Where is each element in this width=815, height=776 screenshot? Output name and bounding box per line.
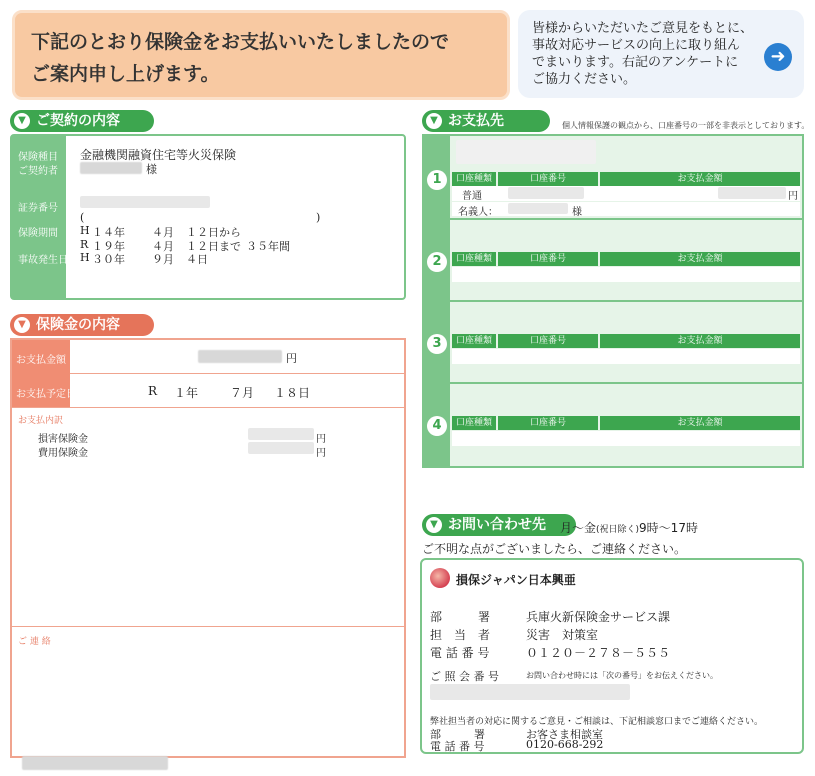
holder-suffix: 様	[572, 207, 582, 218]
label-accident: 事故発生日	[18, 255, 68, 266]
accident-era: H	[80, 251, 90, 264]
col-amount: お支払金額	[600, 252, 800, 266]
period-to-year: １９年	[92, 240, 125, 253]
period-to-month: ４月	[152, 240, 174, 253]
col-number: 口座番号	[498, 416, 598, 430]
holder-suffix: 様	[146, 163, 157, 176]
item-yen: 円	[316, 434, 326, 445]
label-kind: 保険種目	[18, 152, 58, 163]
dept-value: 兵庫火新保険金サービス課	[526, 610, 671, 624]
holder-row	[452, 202, 800, 216]
item-name: 損害保険金	[38, 434, 88, 445]
dept-label: 部 署	[430, 610, 491, 624]
contract-title-text: ご契約の内容	[36, 113, 120, 129]
inquiry-title-text: お問い合わせ先	[448, 517, 546, 533]
col-type: 口座種類	[452, 252, 496, 266]
payment-block-3	[424, 302, 802, 384]
period-from-day: １２日から	[186, 226, 241, 239]
amount-redacted	[718, 187, 786, 199]
hours-note: (祝日除く)	[596, 525, 640, 535]
arrow-right-icon[interactable]: ➜	[764, 43, 792, 71]
staff-value: 災害 対策室	[526, 628, 599, 642]
hours-time: 9時～17時	[639, 521, 698, 535]
period-to-day: １２日まで	[186, 240, 241, 253]
payment-row	[452, 267, 800, 282]
divider	[12, 626, 404, 627]
privacy-note: 個人情報保護の観点から、口座番号の一部を非表示としております。	[562, 121, 810, 130]
survey-line: ご協力ください。	[532, 72, 637, 87]
amount-yen: 円	[286, 352, 297, 365]
accident-day: ４日	[186, 253, 208, 266]
holder-redacted	[508, 203, 568, 214]
consult-tel-value[interactable]: 0120-668-292	[526, 738, 604, 751]
block-number: 3	[427, 334, 447, 354]
payment-block-2	[424, 220, 802, 302]
company-logo-icon	[430, 568, 450, 588]
kind-value: 金融機関融資住宅等火災保険	[80, 148, 237, 162]
accident-year: ３０年	[92, 253, 125, 266]
headline-line2: ご案内申し上げます。	[31, 63, 220, 85]
account-type: 普通	[462, 191, 482, 202]
date-era: R	[148, 384, 158, 398]
label-amount: お支払金額	[16, 355, 66, 366]
insurance-box	[10, 338, 406, 758]
item-name: 費用保険金	[38, 448, 88, 459]
tel-value[interactable]: ０１２０－２７８－５５５	[526, 646, 671, 660]
col-amount: お支払金額	[600, 416, 800, 430]
date-row	[12, 373, 404, 408]
item-yen: 円	[316, 448, 326, 459]
period-from-month: ４月	[152, 226, 174, 239]
payment-row	[452, 431, 800, 446]
footer-redacted	[22, 756, 168, 770]
triangle-down-icon: ▼	[426, 113, 442, 129]
payment-title	[422, 110, 550, 132]
triangle-down-icon: ▼	[14, 113, 30, 129]
survey-line: でまいります。右記のアンケートに	[532, 55, 739, 70]
policy-paren-open: (	[80, 211, 85, 224]
col-type: 口座種類	[452, 334, 496, 348]
label-period: 保険期間	[18, 228, 58, 239]
inquiry-title	[422, 514, 576, 536]
account-redacted	[508, 187, 584, 199]
inquiry-box	[420, 558, 804, 754]
block-number: 2	[427, 252, 447, 272]
date-month: ７月	[230, 386, 255, 400]
period-span: ３５年間	[246, 240, 290, 253]
contract-title	[10, 110, 154, 132]
period-from-year: １４年	[92, 226, 125, 239]
col-type: 口座種類	[452, 416, 496, 430]
col-amount: お支払金額	[600, 334, 800, 348]
triangle-down-icon: ▼	[426, 517, 442, 533]
consult-dept-label: 部 署	[430, 728, 485, 741]
policy-redacted	[80, 196, 210, 208]
label-detail: お支払内訳	[18, 416, 64, 426]
ref-note: お問い合わせ時には「次の番号」をお伝えください。	[526, 671, 718, 680]
consult-dept-value: お客さま相談室	[526, 728, 603, 741]
period-from-era: H	[80, 224, 90, 237]
block-number: 1	[427, 170, 447, 190]
col-amount: お支払金額	[600, 172, 800, 186]
payment-block-4	[424, 384, 802, 466]
amount-row	[12, 340, 404, 374]
holder-label: 名義人：	[458, 207, 498, 218]
hours-days: 月～金	[560, 521, 597, 535]
date-day: １８日	[274, 386, 311, 400]
tel-label: 電 話 番 号	[430, 646, 490, 660]
col-type: 口座種類	[452, 172, 496, 186]
insurance-title	[10, 314, 154, 336]
col-number: 口座番号	[498, 172, 598, 186]
survey-line: 事故対応サービスの向上に取り組ん	[532, 38, 741, 53]
headline-banner	[12, 10, 510, 100]
policy-paren-close: )	[316, 211, 321, 224]
payment-block-1	[424, 136, 802, 220]
payment-title-text: お支払先	[448, 113, 504, 129]
payment-yen: 円	[788, 191, 798, 202]
accident-month: ９月	[152, 253, 174, 266]
label-holder: ご契約者	[18, 166, 58, 177]
survey-box[interactable]	[518, 10, 804, 98]
item-redacted	[248, 428, 314, 440]
headline-line1: 下記のとおり保険金をお支払いいたしましたので	[31, 31, 450, 53]
col-number: 口座番号	[498, 334, 598, 348]
label-date: お支払予定日	[16, 389, 76, 400]
block-number: 4	[427, 416, 447, 436]
ref-redacted	[430, 684, 630, 700]
company-name: 損保ジャパン日本興亜	[456, 573, 576, 587]
amount-redacted	[198, 350, 282, 363]
hours	[560, 519, 698, 536]
staff-label: 担 当 者	[430, 628, 491, 642]
holder-redacted	[80, 162, 142, 174]
date-year: １年	[174, 386, 199, 400]
consult-text: 弊社担当者の対応に関するご意見・ご相談は、下記相談窓口までご連絡ください。	[430, 717, 764, 727]
payment-box	[422, 134, 804, 468]
survey-line: 皆様からいただいたご意見をもとに、	[532, 21, 754, 36]
period-to-era: R	[80, 238, 89, 251]
consult-tel-label: 電 話 番 号	[430, 740, 485, 753]
item-redacted	[248, 442, 314, 454]
insurance-title-text: 保険金の内容	[36, 317, 120, 333]
bank-redacted	[456, 140, 596, 164]
ref-label: ご 照 会 番 号	[430, 670, 499, 683]
contract-box	[10, 134, 406, 300]
triangle-down-icon: ▼	[14, 317, 30, 333]
inquiry-message: ご不明な点がございましたら、ご連絡ください。	[422, 542, 687, 556]
label-contact: ご 連 絡	[18, 637, 51, 647]
payment-row	[452, 349, 800, 364]
col-number: 口座番号	[498, 252, 598, 266]
label-policy: 証券番号	[18, 203, 58, 214]
